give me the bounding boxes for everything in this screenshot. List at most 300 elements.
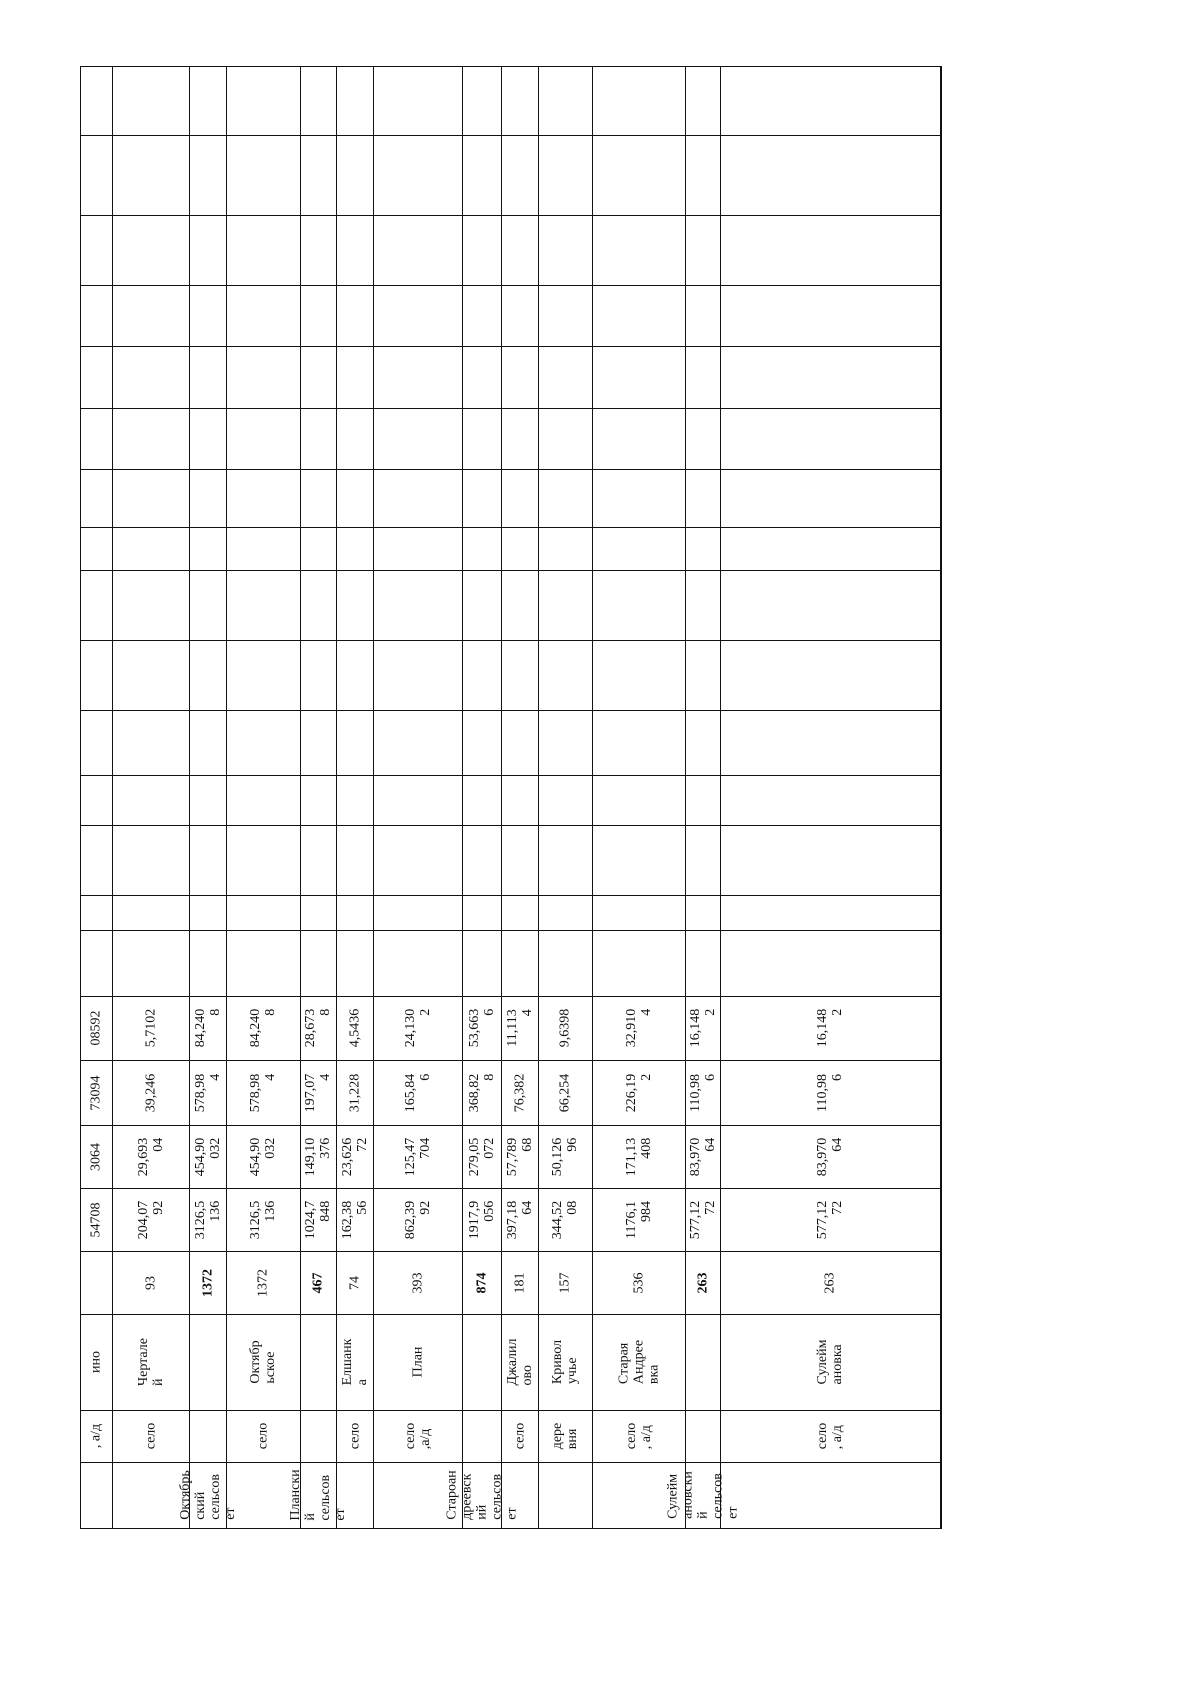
- table-cell-r3-c22: [226, 66, 301, 136]
- table-cell-r0-c2-text: ино: [88, 1351, 104, 1373]
- table-cell-r1-c4: [112, 1188, 190, 1252]
- table-cell-r3-c1-text: село: [255, 1422, 271, 1450]
- table-cell-r7-c15: [462, 527, 502, 571]
- table-cell-r12-c6-text: 110,98 6: [815, 1073, 845, 1112]
- table-cell-r2-c16: [189, 469, 227, 528]
- table-cell-r9-c19: [538, 285, 593, 347]
- table-cell-r11-c0-text: Сулейм ановски й сельсов ет: [665, 1471, 740, 1519]
- table-cell-r4-c6-text: 197,07 4: [303, 1073, 333, 1112]
- table-cell-r11-c18: [685, 346, 721, 409]
- table-cell-r4-c4-text: 1024,7 848: [303, 1200, 333, 1239]
- table-cell-r12-c20: [720, 215, 941, 286]
- table-cell-r9-c6: [538, 1060, 593, 1126]
- table-cell-r10-c13: [592, 640, 686, 711]
- table-cell-r8-c6-text: 76,382: [512, 1073, 527, 1112]
- table-cell-r6-c19: [373, 285, 463, 347]
- table-cell-r5-c1-text: село: [347, 1422, 362, 1450]
- table-cell-r5-c4: [336, 1188, 374, 1252]
- table-cell-r1-c10: [112, 825, 190, 896]
- table-cell-r3-c14: [226, 570, 301, 641]
- table-cell-r2-c4-text: 3126,5 136: [192, 1200, 223, 1239]
- table-cell-r3-c3-text: 1372: [255, 1268, 271, 1297]
- table-cell-r12-c14: [720, 570, 941, 641]
- table-cell-r8-c13: [501, 640, 539, 711]
- table-cell-r6-c3: [373, 1251, 463, 1315]
- table-cell-r13-c1: [940, 1410, 942, 1463]
- table-cell-r11-c4-text: 577,12 72: [687, 1200, 718, 1239]
- table-cell-r13-c8: [940, 930, 942, 997]
- table-cell-r6-c11: [373, 775, 463, 826]
- table-cell-r13-c11: [940, 775, 942, 826]
- table-cell-r1-c5: [112, 1125, 190, 1189]
- table-cell-r13-c12: [940, 710, 942, 776]
- table-cell-r13-c0-text: ский: [939, 1479, 942, 1511]
- table-cell-r13-c21: [940, 135, 942, 216]
- table-cell-r4-c16: [300, 469, 337, 528]
- table-cell-r0-c9: [80, 895, 113, 931]
- table-cell-r11-c10: [685, 825, 721, 896]
- table-cell-r2-c20: [189, 215, 227, 286]
- table-cell-r5-c5-text: 23,626 72: [339, 1137, 370, 1176]
- table-cell-r0-c18: [80, 346, 113, 409]
- table-cell-r3-c20: [226, 215, 301, 286]
- table-cell-r1-c16: [112, 469, 190, 528]
- table-cell-r7-c13: [462, 640, 502, 711]
- table-cell-r11-c12: [685, 710, 721, 776]
- table-cell-r2-c3-text: 1372: [200, 1268, 215, 1297]
- table-cell-r11-c22: [685, 66, 721, 136]
- table-cell-r12-c18: [720, 346, 941, 409]
- table-cell-r8-c9: [501, 895, 539, 931]
- table-cell-r3-c19: [226, 285, 301, 347]
- table-cell-r6-c20: [373, 215, 463, 286]
- table-cell-r10-c14: [592, 570, 686, 641]
- table-cell-r1-c11: [112, 775, 190, 826]
- table-cell-r10-c1-text: село , а/д: [623, 1422, 654, 1450]
- table-cell-r6-c12: [373, 710, 463, 776]
- table-cell-r13-c4: [940, 1188, 942, 1252]
- table-cell-r4-c21: [300, 135, 337, 216]
- table-cell-r7-c7: [462, 996, 502, 1061]
- table-cell-r13-c5: [940, 1125, 942, 1189]
- table-cell-r9-c22: [538, 66, 593, 136]
- table-cell-r13-c13: [940, 640, 942, 711]
- table-cell-r11-c1: [685, 1410, 721, 1463]
- table-cell-r9-c16: [538, 469, 593, 528]
- table-cell-r10-c11: [592, 775, 686, 826]
- table-cell-r3-c2-text: Октябр ьское: [248, 1340, 278, 1384]
- table-cell-r1-c19: [112, 285, 190, 347]
- table-cell-r7-c17: [462, 408, 502, 470]
- table-cell-r10-c2-text: Старая Андрее вка: [616, 1339, 661, 1385]
- table-cell-r3-c17: [226, 408, 301, 470]
- table-cell-r8-c14: [501, 570, 539, 641]
- table-cell-r5-c10: [336, 825, 374, 896]
- table-cell-r11-c7-text: 16,148 2: [687, 1008, 718, 1048]
- table-cell-r8-c19: [501, 285, 539, 347]
- table-cell-r1-c17: [112, 408, 190, 470]
- table-cell-r13-c16: [940, 469, 942, 528]
- table-cell-r9-c3-text: 157: [557, 1272, 573, 1293]
- table-cell-r0-c10: [80, 825, 113, 896]
- table-cell-r7-c3: [462, 1251, 502, 1315]
- table-cell-r7-c7-text: 53,663 6: [466, 1008, 497, 1048]
- table-cell-r6-c17: [373, 408, 463, 470]
- table-cell-r1-c7: [112, 996, 190, 1061]
- table-cell-r9-c4-text: 344,52 08: [550, 1200, 580, 1239]
- table-cell-r10-c20: [592, 215, 686, 286]
- table-cell-r7-c0-text: Староан дреевск ий сельсов ет: [444, 1470, 519, 1520]
- table-cell-r6-c2-text: План: [410, 1346, 425, 1378]
- table-cell-r11-c5-text: 83,970 64: [687, 1137, 718, 1176]
- table-cell-r2-c6: [189, 1060, 227, 1126]
- table-cell-r8-c3-text: 181: [512, 1272, 527, 1293]
- table-cell-r10-c12: [592, 710, 686, 776]
- table-cell-r4-c1: [300, 1410, 337, 1463]
- table-cell-r10-c6: [592, 1060, 686, 1126]
- table-cell-r12-c11: [720, 775, 941, 826]
- table-cell-r5-c2: [336, 1314, 374, 1411]
- table-cell-r12-c8: [720, 930, 941, 997]
- table-cell-r2-c17: [189, 408, 227, 470]
- table-cell-r0-c2: [80, 1314, 113, 1411]
- table-cell-r4-c0: [288, 1462, 348, 1529]
- table-cell-r4-c8: [300, 930, 337, 997]
- table-cell-r10-c4-text: 1176,1 984: [623, 1200, 654, 1239]
- table-cell-r5-c12: [336, 710, 374, 776]
- table-cell-r5-c1: [336, 1410, 374, 1463]
- table-cell-r0-c15: [80, 527, 113, 571]
- table-cell-r0-c16: [80, 469, 113, 528]
- table-cell-r5-c21: [336, 135, 374, 216]
- table-cell-r1-c13: [112, 640, 190, 711]
- table-cell-r11-c6: [685, 1060, 721, 1126]
- table-cell-r4-c6: [300, 1060, 337, 1126]
- table-cell-r8-c10: [501, 825, 539, 896]
- table-cell-r0-c6-text: 73094: [88, 1075, 104, 1110]
- table-cell-r1-c6-text: 39,246: [143, 1073, 158, 1112]
- table-cell-r12-c5: [720, 1125, 941, 1189]
- table-cell-r7-c10: [462, 825, 502, 896]
- table-cell-r11-c7: [685, 996, 721, 1061]
- table-cell-r9-c5: [538, 1125, 593, 1189]
- table-cell-r11-c0: [665, 1462, 740, 1529]
- table-cell-r3-c7: [226, 996, 301, 1061]
- table-cell-r0-c17: [80, 408, 113, 470]
- table-cell-r13-c6-text: [940, 1073, 942, 1112]
- table-cell-r2-c5: [189, 1125, 227, 1189]
- table-cell-r3-c2: [226, 1314, 301, 1411]
- table-cell-r2-c15: [189, 527, 227, 571]
- table-cell-r9-c20: [538, 215, 593, 286]
- table-cell-r8-c16: [501, 469, 539, 528]
- table-cell-r11-c17: [685, 408, 721, 470]
- table-cell-r12-c0: [720, 1462, 941, 1529]
- table-cell-r1-c14: [112, 570, 190, 641]
- table-cell-r8-c5-text: 57,789 68: [504, 1137, 535, 1176]
- table-cell-r12-c4-text: 577,12 72: [815, 1200, 845, 1239]
- table-cell-r7-c19: [462, 285, 502, 347]
- table-cell-r7-c5: [462, 1125, 502, 1189]
- table-cell-r13-c7-text: [940, 1009, 942, 1048]
- table-cell-r9-c0: [538, 1462, 593, 1529]
- table-cell-r10-c22: [592, 66, 686, 136]
- table-cell-r12-c7-text: 16,148 2: [815, 1008, 845, 1048]
- table-cell-r7-c14: [462, 570, 502, 641]
- table-cell-r2-c0: [177, 1462, 238, 1529]
- table-cell-r0-c1-text: , а/д: [88, 1423, 104, 1449]
- table-cell-r10-c5-text: 171,13 408: [623, 1137, 654, 1176]
- table-cell-r0-c22: [80, 66, 113, 136]
- table-cell-r9-c2-text: Кривол учье: [550, 1339, 580, 1385]
- table-cell-r5-c16: [336, 469, 374, 528]
- table-cell-r8-c15: [501, 527, 539, 571]
- table-cell-r3-c9: [226, 895, 301, 931]
- table-cell-r13-c9: [940, 895, 942, 931]
- table-cell-r7-c9: [462, 895, 502, 931]
- table-cell-r5-c15: [336, 527, 374, 571]
- table-cell-r13-c17: [940, 408, 942, 470]
- table-cell-r8-c1: [501, 1410, 539, 1463]
- table-cell-r8-c11: [501, 775, 539, 826]
- table-cell-r3-c11: [226, 775, 301, 826]
- table-cell-r12-c4: [720, 1188, 941, 1252]
- table-cell-r2-c8: [189, 930, 227, 997]
- table-cell-r11-c4: [685, 1188, 721, 1252]
- table-cell-r12-c19: [720, 285, 941, 347]
- table-cell-r2-c7-text: 84,240 8: [192, 1008, 223, 1048]
- table-cell-r3-c15: [226, 527, 301, 571]
- table-cell-r11-c2: [685, 1314, 721, 1411]
- table-cell-r0-c11: [80, 775, 113, 826]
- table-cell-r10-c9: [592, 895, 686, 931]
- table-cell-r8-c17: [501, 408, 539, 470]
- table-cell-r5-c3: [336, 1251, 374, 1315]
- table-cell-r5-c5: [336, 1125, 374, 1189]
- table-cell-r10-c7-text: 32,910 4: [623, 1008, 654, 1048]
- table-cell-r5-c9: [336, 895, 374, 931]
- table-cell-r2-c12: [189, 710, 227, 776]
- table-cell-r5-c18: [336, 346, 374, 409]
- table-cell-r10-c5: [592, 1125, 686, 1189]
- table-cell-r10-c15: [592, 527, 686, 571]
- table-cell-r13-c7: [940, 996, 942, 1061]
- table-cell-r2-c21: [189, 135, 227, 216]
- table-cell-r7-c1: [462, 1410, 502, 1463]
- table-cell-r3-c5-text: 454,90 032: [248, 1137, 278, 1176]
- table-cell-r1-c2-text: Чертале й: [135, 1338, 166, 1386]
- table-cell-r6-c4-text: 862,39 92: [402, 1200, 433, 1239]
- table-cell-r8-c7-text: 11,113 4: [504, 1009, 535, 1047]
- table-cell-r0-c5: [80, 1125, 113, 1189]
- table-cell-r6-c7-text: 24,130 2: [402, 1008, 433, 1048]
- table-cell-r3-c4-text: 3126,5 136: [248, 1200, 278, 1239]
- table-cell-r2-c0-text: Октябрь ский сельсов ет: [177, 1470, 238, 1520]
- table-cell-r11-c21: [685, 135, 721, 216]
- table-cell-r12-c1: [720, 1410, 941, 1463]
- table-cell-r10-c21: [592, 135, 686, 216]
- table-cell-r6-c10: [373, 825, 463, 896]
- table-cell-r1-c21: [112, 135, 190, 216]
- table-cell-r13-c14: [940, 570, 942, 641]
- table-cell-r0-c7: [80, 996, 113, 1061]
- table-cell-r7-c20: [462, 215, 502, 286]
- table-cell-r8-c3: [501, 1251, 539, 1315]
- table-cell-r11-c14: [685, 570, 721, 641]
- table-cell-r5-c20: [336, 215, 374, 286]
- table-cell-r13-c20: [940, 215, 942, 286]
- table-cell-r1-c1-text: село: [143, 1422, 158, 1450]
- table-cell-r7-c12: [462, 710, 502, 776]
- table-cell-r8-c2-text: Джалил ово: [504, 1338, 535, 1386]
- table-cell-r6-c1-text: село ,а/д: [402, 1422, 433, 1450]
- table-cell-r10-c16: [592, 469, 686, 528]
- table-cell-r10-c8: [592, 930, 686, 997]
- table-cell-r9-c18: [538, 346, 593, 409]
- table-cell-r10-c19: [592, 285, 686, 347]
- table-cell-r11-c6-text: 110,98 6: [687, 1073, 718, 1112]
- table-cell-r6-c5-text: 125,47 704: [402, 1137, 433, 1176]
- table-cell-r12-c15: [720, 527, 941, 571]
- table-cell-r12-c5-text: 83,970 64: [815, 1137, 845, 1176]
- table-cell-r13-c22: [940, 66, 942, 136]
- table-cell-r12-c3-text: 263: [822, 1272, 838, 1293]
- table-cell-r11-c3-text: 263: [695, 1272, 710, 1293]
- table-cell-r13-c18-text: [940, 358, 942, 397]
- table-cell-r4-c2: [300, 1314, 337, 1411]
- table-cell-r13-c18: [940, 346, 942, 409]
- table-cell-r2-c19: [189, 285, 227, 347]
- table-cell-r1-c6: [112, 1060, 190, 1126]
- table-cell-r11-c19: [685, 285, 721, 347]
- table-cell-r13-c0: [940, 1462, 942, 1529]
- table-cell-r13-c21-text: [940, 147, 942, 202]
- table-cell-r4-c5: [300, 1125, 337, 1189]
- table-cell-r3-c4: [226, 1188, 301, 1252]
- table-cell-r7-c8: [462, 930, 502, 997]
- table-cell-r6-c16: [373, 469, 463, 528]
- table-cell-r0-c0: [80, 1462, 113, 1529]
- table-cell-r3-c6-text: 578,98 4: [248, 1073, 278, 1112]
- table-cell-r11-c8: [685, 930, 721, 997]
- table-cell-r4-c15: [300, 527, 337, 571]
- table-cell-r11-c9: [685, 895, 721, 931]
- table-cell-r13-c4-text: [940, 1200, 942, 1239]
- table-cell-r9-c5-text: 50,126 96: [550, 1137, 580, 1176]
- table-cell-r6-c5: [373, 1125, 463, 1189]
- table-cell-r0-c8: [80, 930, 113, 997]
- table-cell-r7-c16: [462, 469, 502, 528]
- table-cell-r3-c12: [226, 710, 301, 776]
- table-cell-r7-c0: [444, 1462, 519, 1529]
- table-cell-r4-c22: [300, 66, 337, 136]
- table-cell-r11-c15: [685, 527, 721, 571]
- table-cell-r4-c20: [300, 215, 337, 286]
- table-cell-r8-c7: [501, 996, 539, 1061]
- table-cell-r2-c13: [189, 640, 227, 711]
- table-cell-r4-c3: [300, 1251, 337, 1315]
- table-cell-r5-c17: [336, 408, 374, 470]
- table-cell-r13-c19: [940, 285, 942, 347]
- table-cell-r6-c13: [373, 640, 463, 711]
- table-cell-r10-c17: [592, 408, 686, 470]
- table-cell-r5-c3-text: 74: [347, 1275, 362, 1290]
- table-cell-r5-c4-text: 162,38 56: [339, 1200, 370, 1239]
- table-cell-r6-c14: [373, 570, 463, 641]
- table-cell-r2-c7: [189, 996, 227, 1061]
- table-cell-r9-c12: [538, 710, 593, 776]
- table-cell-r13-c6: [940, 1060, 942, 1126]
- table-cell-r10-c18: [592, 346, 686, 409]
- table-cell-r12-c3: [720, 1251, 941, 1315]
- table-cell-r3-c5: [226, 1125, 301, 1189]
- table-cell-r2-c22: [189, 66, 227, 136]
- table-cell-r6-c22: [373, 66, 463, 136]
- table-cell-r12-c7: [720, 996, 941, 1061]
- table-cell-r13-c19-text: [940, 294, 942, 338]
- table-cell-r3-c16: [226, 469, 301, 528]
- table-cell-r8-c12: [501, 710, 539, 776]
- table-cell-r12-c10: [720, 825, 941, 896]
- table-cell-r5-c14: [336, 570, 374, 641]
- table-cell-r9-c8: [538, 930, 593, 997]
- table-cell-r3-c21: [226, 135, 301, 216]
- table-cell-r6-c15: [373, 527, 463, 571]
- table-cell-r13-c2: [940, 1314, 942, 1411]
- table-cell-r8-c0: [501, 1462, 539, 1529]
- table-cell-r1-c18: [112, 346, 190, 409]
- table-cell-r4-c19: [300, 285, 337, 347]
- table-cell-r12-c1-text: село , а/д: [815, 1422, 845, 1450]
- table-cell-r3-c7-text: 84,240 8: [248, 1008, 278, 1048]
- table-cell-r0-c5-text: 3064: [88, 1142, 104, 1171]
- table-cell-r2-c1: [189, 1410, 227, 1463]
- table-cell-r2-c4: [189, 1188, 227, 1252]
- table-cell-r2-c14: [189, 570, 227, 641]
- table-cell-r0-c1: [80, 1410, 113, 1463]
- table-cell-r2-c18: [189, 346, 227, 409]
- table-cell-r1-c1: [112, 1410, 190, 1463]
- table-cell-r3-c6: [226, 1060, 301, 1126]
- table-cell-r8-c1-text: село: [512, 1422, 527, 1450]
- table-cell-r3-c10: [226, 825, 301, 896]
- table-cell-r5-c8: [336, 930, 374, 997]
- table-cell-r8-c18: [501, 346, 539, 409]
- table-cell-r0-c6: [80, 1060, 113, 1126]
- table-cell-r12-c12: [720, 710, 941, 776]
- table-cell-r2-c11: [189, 775, 227, 826]
- table-cell-r13-c22-text: [940, 78, 942, 124]
- table-cell-r11-c11: [685, 775, 721, 826]
- table-cell-r9-c10: [538, 825, 593, 896]
- table-cell-r6-c9: [373, 895, 463, 931]
- table-cell-r12-c6: [720, 1060, 941, 1126]
- table-cell-r4-c7: [300, 996, 337, 1061]
- table-cell-r1-c8: [112, 930, 190, 997]
- table-cell-r10-c2: [592, 1314, 686, 1411]
- table-cell-r7-c4: [462, 1188, 502, 1252]
- table-cell-r2-c9: [189, 895, 227, 931]
- table-cell-r1-c5-text: 29,693 04: [135, 1137, 166, 1176]
- table-cell-r12-c17: [720, 408, 941, 470]
- table-cell-r8-c5: [501, 1125, 539, 1189]
- table-cell-r8-c21: [501, 135, 539, 216]
- table-cell-r4-c13: [300, 640, 337, 711]
- table-cell-r1-c3-text: 93: [143, 1275, 158, 1290]
- table-cell-r7-c5-text: 279,05 072: [466, 1137, 497, 1176]
- table-cell-r7-c3-text: 874: [474, 1272, 489, 1293]
- table-cell-r5-c7-text: 4,5436: [347, 1008, 362, 1048]
